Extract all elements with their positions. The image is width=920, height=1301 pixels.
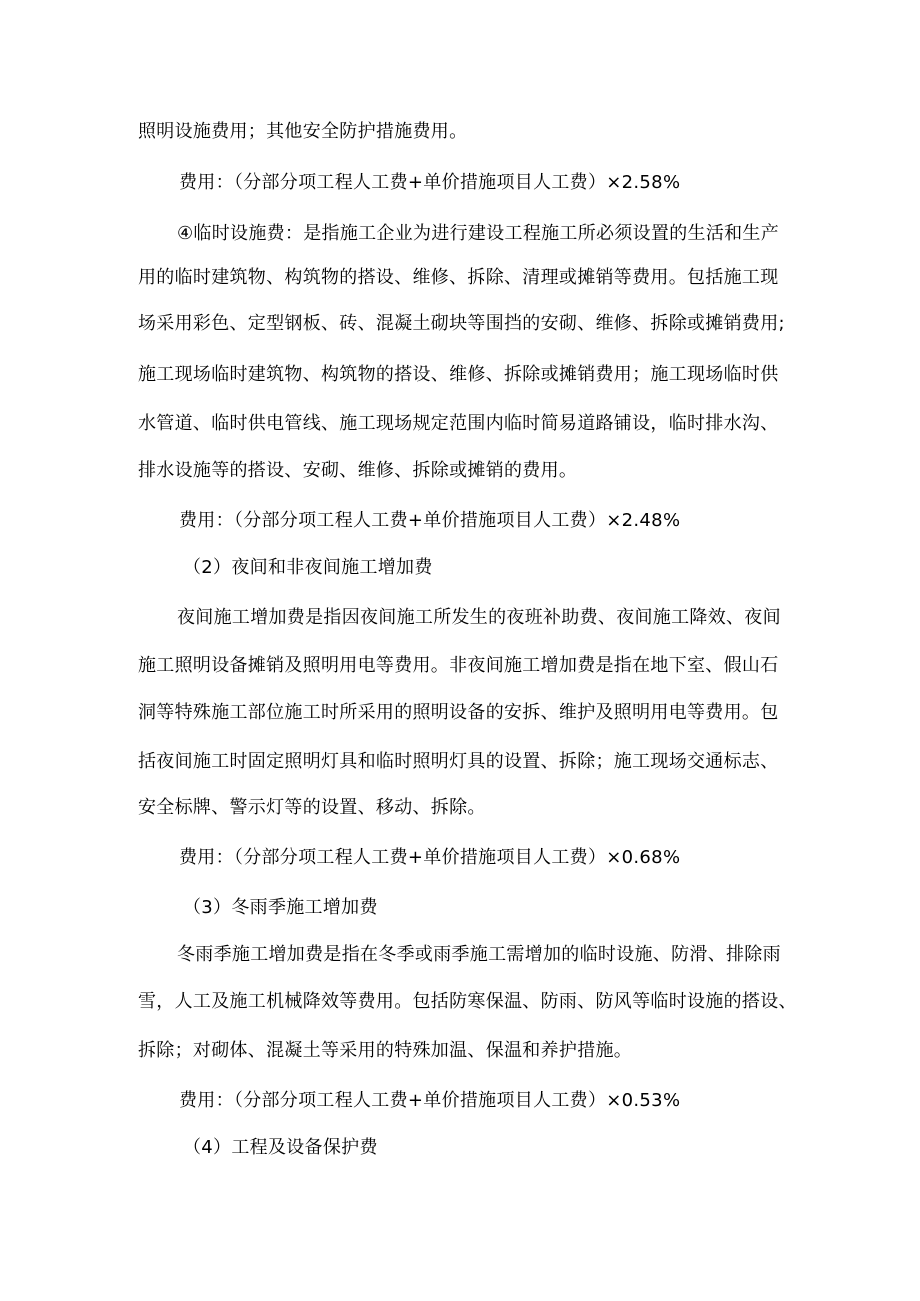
- fee-formula-line: 费用：（分部分项工程人工费+单价措施项目人工费）×0.68%: [179, 847, 681, 868]
- text-line: 安全标牌、警示灯等的设置、移动、拆除。: [138, 797, 486, 818]
- text-line: 施工现场临时建筑物、构筑物的搭设、维修、拆除或摊销费用；施工现场临时供: [138, 364, 779, 385]
- section-heading: （3）冬雨季施工增加费: [183, 897, 378, 918]
- paragraph-line: 夜间施工增加费是指因夜间施工所发生的夜班补助费、夜间施工降效、夜间: [177, 607, 781, 628]
- text-line: 括夜间施工时固定照明灯具和临时照明灯具的设置、拆除；施工现场交通标志、: [138, 751, 779, 772]
- text-line: 洞等特殊施工部位施工时所采用的照明设备的安拆、维护及照明用电等费用。包: [138, 702, 779, 723]
- text-line: 雪，人工及施工机械降效等费用。包括防寒保温、防雨、防风等临时设施的搭设、: [138, 991, 797, 1012]
- text-line: 场采用彩色、定型钢板、砖、混凝土砌块等围挡的安砌、维修、拆除或摊销费用;: [138, 313, 785, 334]
- text-line: 排水设施等的搭设、安砌、维修、拆除或摊销的费用。: [138, 460, 578, 481]
- text-line: 水管道、临时供电管线、施工现场规定范围内临时简易道路铺设，临时排水沟、: [138, 413, 779, 434]
- section-heading: （4）工程及设备保护费: [183, 1137, 378, 1158]
- text-line: 用的临时建筑物、构筑物的搭设、维修、拆除、清理或摊销等费用。包括施工现: [138, 267, 779, 288]
- section-heading: （2）夜间和非夜间施工增加费: [183, 557, 433, 578]
- text-line: 拆除；对砌体、混凝土等采用的特殊加温、保温和养护措施。: [138, 1040, 633, 1061]
- fee-formula-line: 费用：（分部分项工程人工费+单价措施项目人工费）×2.58%: [179, 172, 681, 193]
- paragraph-line: 冬雨季施工增加费是指在冬季或雨季施工需增加的临时设施、防滑、排除雨: [177, 944, 781, 965]
- fee-formula-line: 费用：（分部分项工程人工费+单价措施项目人工费）×0.53%: [179, 1090, 681, 1111]
- text-line: 施工照明设备摊销及照明用电等费用。非夜间施工增加费是指在地下室、假山石: [138, 655, 779, 676]
- paragraph-line: ④临时设施费：是指施工企业为进行建设工程施工所必须设置的生活和生产: [177, 223, 780, 244]
- text-line: 照明设施费用；其他安全防护措施费用。: [138, 121, 468, 142]
- fee-formula-line: 费用：（分部分项工程人工费+单价措施项目人工费）×2.48%: [179, 510, 681, 531]
